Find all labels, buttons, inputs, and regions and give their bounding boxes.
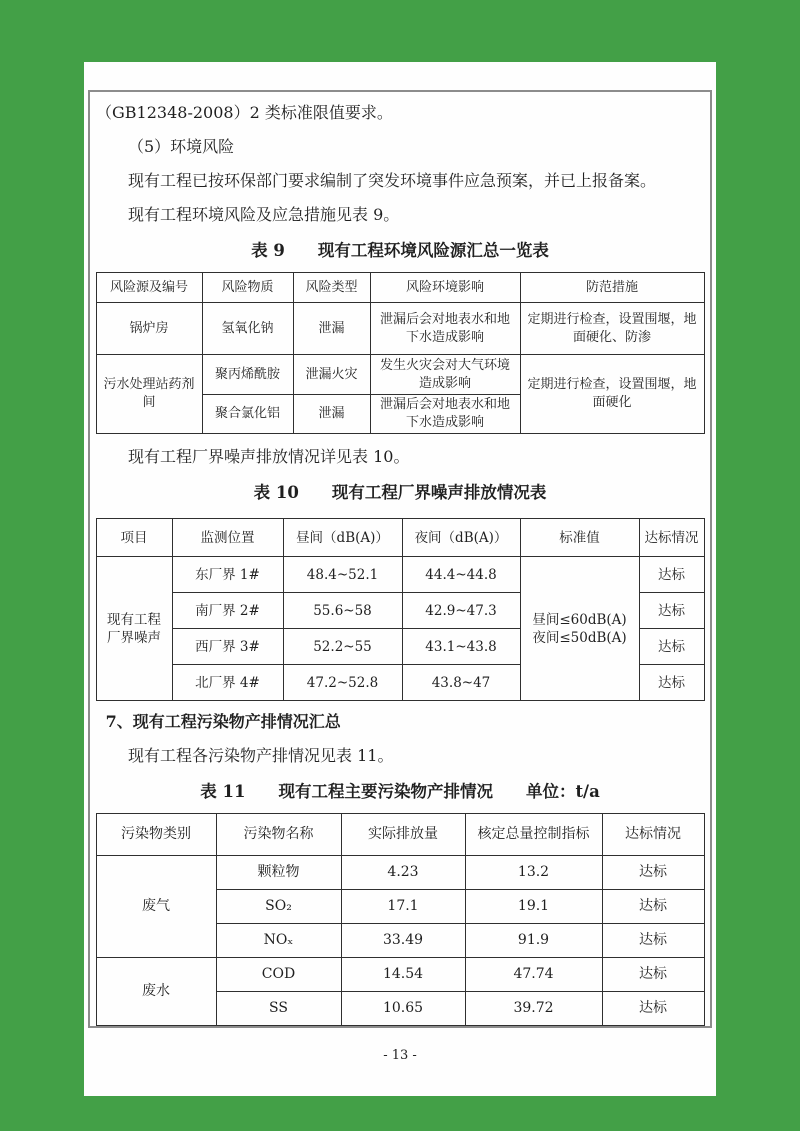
content-border-box (88, 90, 712, 1028)
cell-cod-actual: 14.54 (341, 958, 465, 992)
cell-ss-status: 达标 (602, 992, 704, 1026)
heading-environment-risk: （5）环境风险 (128, 137, 235, 156)
table-header-row (96, 814, 704, 856)
noise-table (96, 518, 705, 701)
cell-location-north: 北厂界 4# (172, 665, 283, 701)
paragraph-see-table11: 现有工程各污染物产排情况见表 11。 (128, 746, 394, 765)
cell-night-west: 43.1~43.8 (402, 629, 520, 665)
cell-status-west: 达标 (639, 629, 704, 665)
table10-caption (93, 476, 707, 510)
header-prevention: 防范措施 (520, 273, 704, 303)
pollutant-table (96, 813, 705, 1026)
cell-day-south: 55.6~58 (283, 593, 402, 629)
cell-so2-name: SO₂ (216, 890, 341, 924)
cell-pam-impact: 发生火灾会对大气环境造成影响 (370, 355, 520, 395)
cell-particulate-name: 颗粒物 (216, 856, 341, 890)
cell-status-north: 达标 (639, 665, 704, 701)
paragraph-see-table10: 现有工程厂界噪声排放情况详见表 10。 (128, 447, 410, 466)
header-pollutant-category: 污染物类别 (96, 814, 216, 856)
cell-waste-gas: 废气 (96, 856, 216, 958)
risk-source-table (96, 272, 705, 434)
project-line2: 厂界噪声 (107, 629, 161, 646)
cell-pam-substance: 聚丙烯酰胺 (202, 355, 293, 395)
cell-pac-type: 泄漏 (293, 395, 370, 434)
cell-project (96, 557, 172, 701)
cell-so2-quota: 19.1 (465, 890, 602, 924)
paragraph-standard-limit: （GB12348-2008）2 类标准限值要求。 (96, 103, 393, 122)
header-standard: 标准值 (520, 519, 639, 557)
table-row-particulate (96, 856, 704, 890)
table-header-row (96, 519, 704, 557)
header-quota: 核定总量控制指标 (465, 814, 602, 856)
cell-location-west: 西厂界 3# (172, 629, 283, 665)
table-row-boiler (96, 303, 704, 355)
cell-night-north: 43.8~47 (402, 665, 520, 701)
table-row-east (96, 557, 704, 593)
header-risk-impact: 风险环境影响 (370, 273, 520, 303)
cell-nox-status: 达标 (602, 924, 704, 958)
paragraph-see-table9: 现有工程环境风险及应急措施见表 9。 (128, 205, 400, 224)
header-risk-source: 风险源及编号 (96, 273, 202, 303)
cell-sewage-measure: 定期进行检查，设置围堰，地面硬化 (520, 355, 704, 434)
project-line1: 现有工程 (107, 611, 161, 628)
table-header-row (96, 273, 704, 303)
cell-ss-actual: 10.65 (341, 992, 465, 1026)
cell-ss-name: SS (216, 992, 341, 1026)
cell-nox-name: NOₓ (216, 924, 341, 958)
header-compliance: 达标情况 (639, 519, 704, 557)
cell-nox-quota: 91.9 (465, 924, 602, 958)
header-risk-substance: 风险物质 (202, 273, 293, 303)
table10-caption-title: 现有工程厂界噪声排放情况表 (331, 483, 547, 502)
cell-status-south: 达标 (639, 593, 704, 629)
table9-caption-title: 现有工程环境风险源汇总一览表 (317, 241, 549, 260)
cell-particulate-quota: 13.2 (465, 856, 602, 890)
cell-boiler-type: 泄漏 (293, 303, 370, 355)
cell-boiler-source: 锅炉房 (96, 303, 202, 355)
cell-day-east: 48.4~52.1 (283, 557, 402, 593)
table-row-cod (96, 958, 704, 992)
cell-status-east: 达标 (639, 557, 704, 593)
cell-so2-actual: 17.1 (341, 890, 465, 924)
cell-so2-status: 达标 (602, 890, 704, 924)
page-number: - 13 - (383, 1048, 417, 1063)
table11-caption (93, 775, 707, 809)
cell-sewage-source: 污水处理站药剂间 (96, 355, 202, 434)
cell-pam-type: 泄漏火灾 (293, 355, 370, 395)
cell-boiler-substance: 氢氧化钠 (202, 303, 293, 355)
header-location: 监测位置 (172, 519, 283, 557)
header-project: 项目 (96, 519, 172, 557)
header-daytime: 昼间（dB(A)） (283, 519, 402, 557)
header-compliance: 达标情况 (602, 814, 704, 856)
cell-location-east: 东厂界 1# (172, 557, 283, 593)
cell-pac-impact: 泄漏后会对地表水和地下水造成影响 (370, 395, 520, 434)
section7-heading: 7、现有工程污染物产排情况汇总 (105, 712, 341, 731)
cell-particulate-status: 达标 (602, 856, 704, 890)
table9-caption (93, 234, 707, 268)
cell-nox-actual: 33.49 (341, 924, 465, 958)
cell-waste-water: 废水 (96, 958, 216, 1026)
cell-standard (520, 557, 639, 701)
cell-cod-status: 达标 (602, 958, 704, 992)
cell-boiler-impact: 泄漏后会对地表水和地下水造成影响 (370, 303, 520, 355)
standard-line1: 昼间≤60dB(A) (532, 611, 627, 628)
cell-night-south: 42.9~47.3 (402, 593, 520, 629)
cell-boiler-measure: 定期进行检查，设置围堰，地面硬化、防渗 (520, 303, 704, 355)
cell-cod-name: COD (216, 958, 341, 992)
table10-caption-label: 表 10 (253, 483, 299, 502)
header-risk-type: 风险类型 (293, 273, 370, 303)
paragraph-emergency-plan: 现有工程已按环保部门要求编制了突发环境事件应急预案，并已上报备案。 (128, 171, 657, 190)
table11-caption-label: 表 11 (200, 782, 246, 801)
cell-day-north: 47.2~52.8 (283, 665, 402, 701)
cell-ss-quota: 39.72 (465, 992, 602, 1026)
table9-caption-label: 表 9 (251, 241, 285, 260)
cell-day-west: 52.2~55 (283, 629, 402, 665)
table11-caption-title: 现有工程主要污染物产排情况 (278, 782, 493, 801)
document-page (84, 62, 716, 1096)
table-row-sewage-1 (96, 355, 704, 395)
cell-cod-quota: 47.74 (465, 958, 602, 992)
cell-particulate-actual: 4.23 (341, 856, 465, 890)
table11-caption-unit: 单位：t/a (525, 782, 600, 801)
cell-location-south: 南厂界 2# (172, 593, 283, 629)
header-pollutant-name: 污染物名称 (216, 814, 341, 856)
cell-pac-substance: 聚合氯化铝 (202, 395, 293, 434)
cell-night-east: 44.4~44.8 (402, 557, 520, 593)
header-night: 夜间（dB(A)） (402, 519, 520, 557)
standard-line2: 夜间≤50dB(A) (532, 629, 627, 646)
header-actual-emission: 实际排放量 (341, 814, 465, 856)
